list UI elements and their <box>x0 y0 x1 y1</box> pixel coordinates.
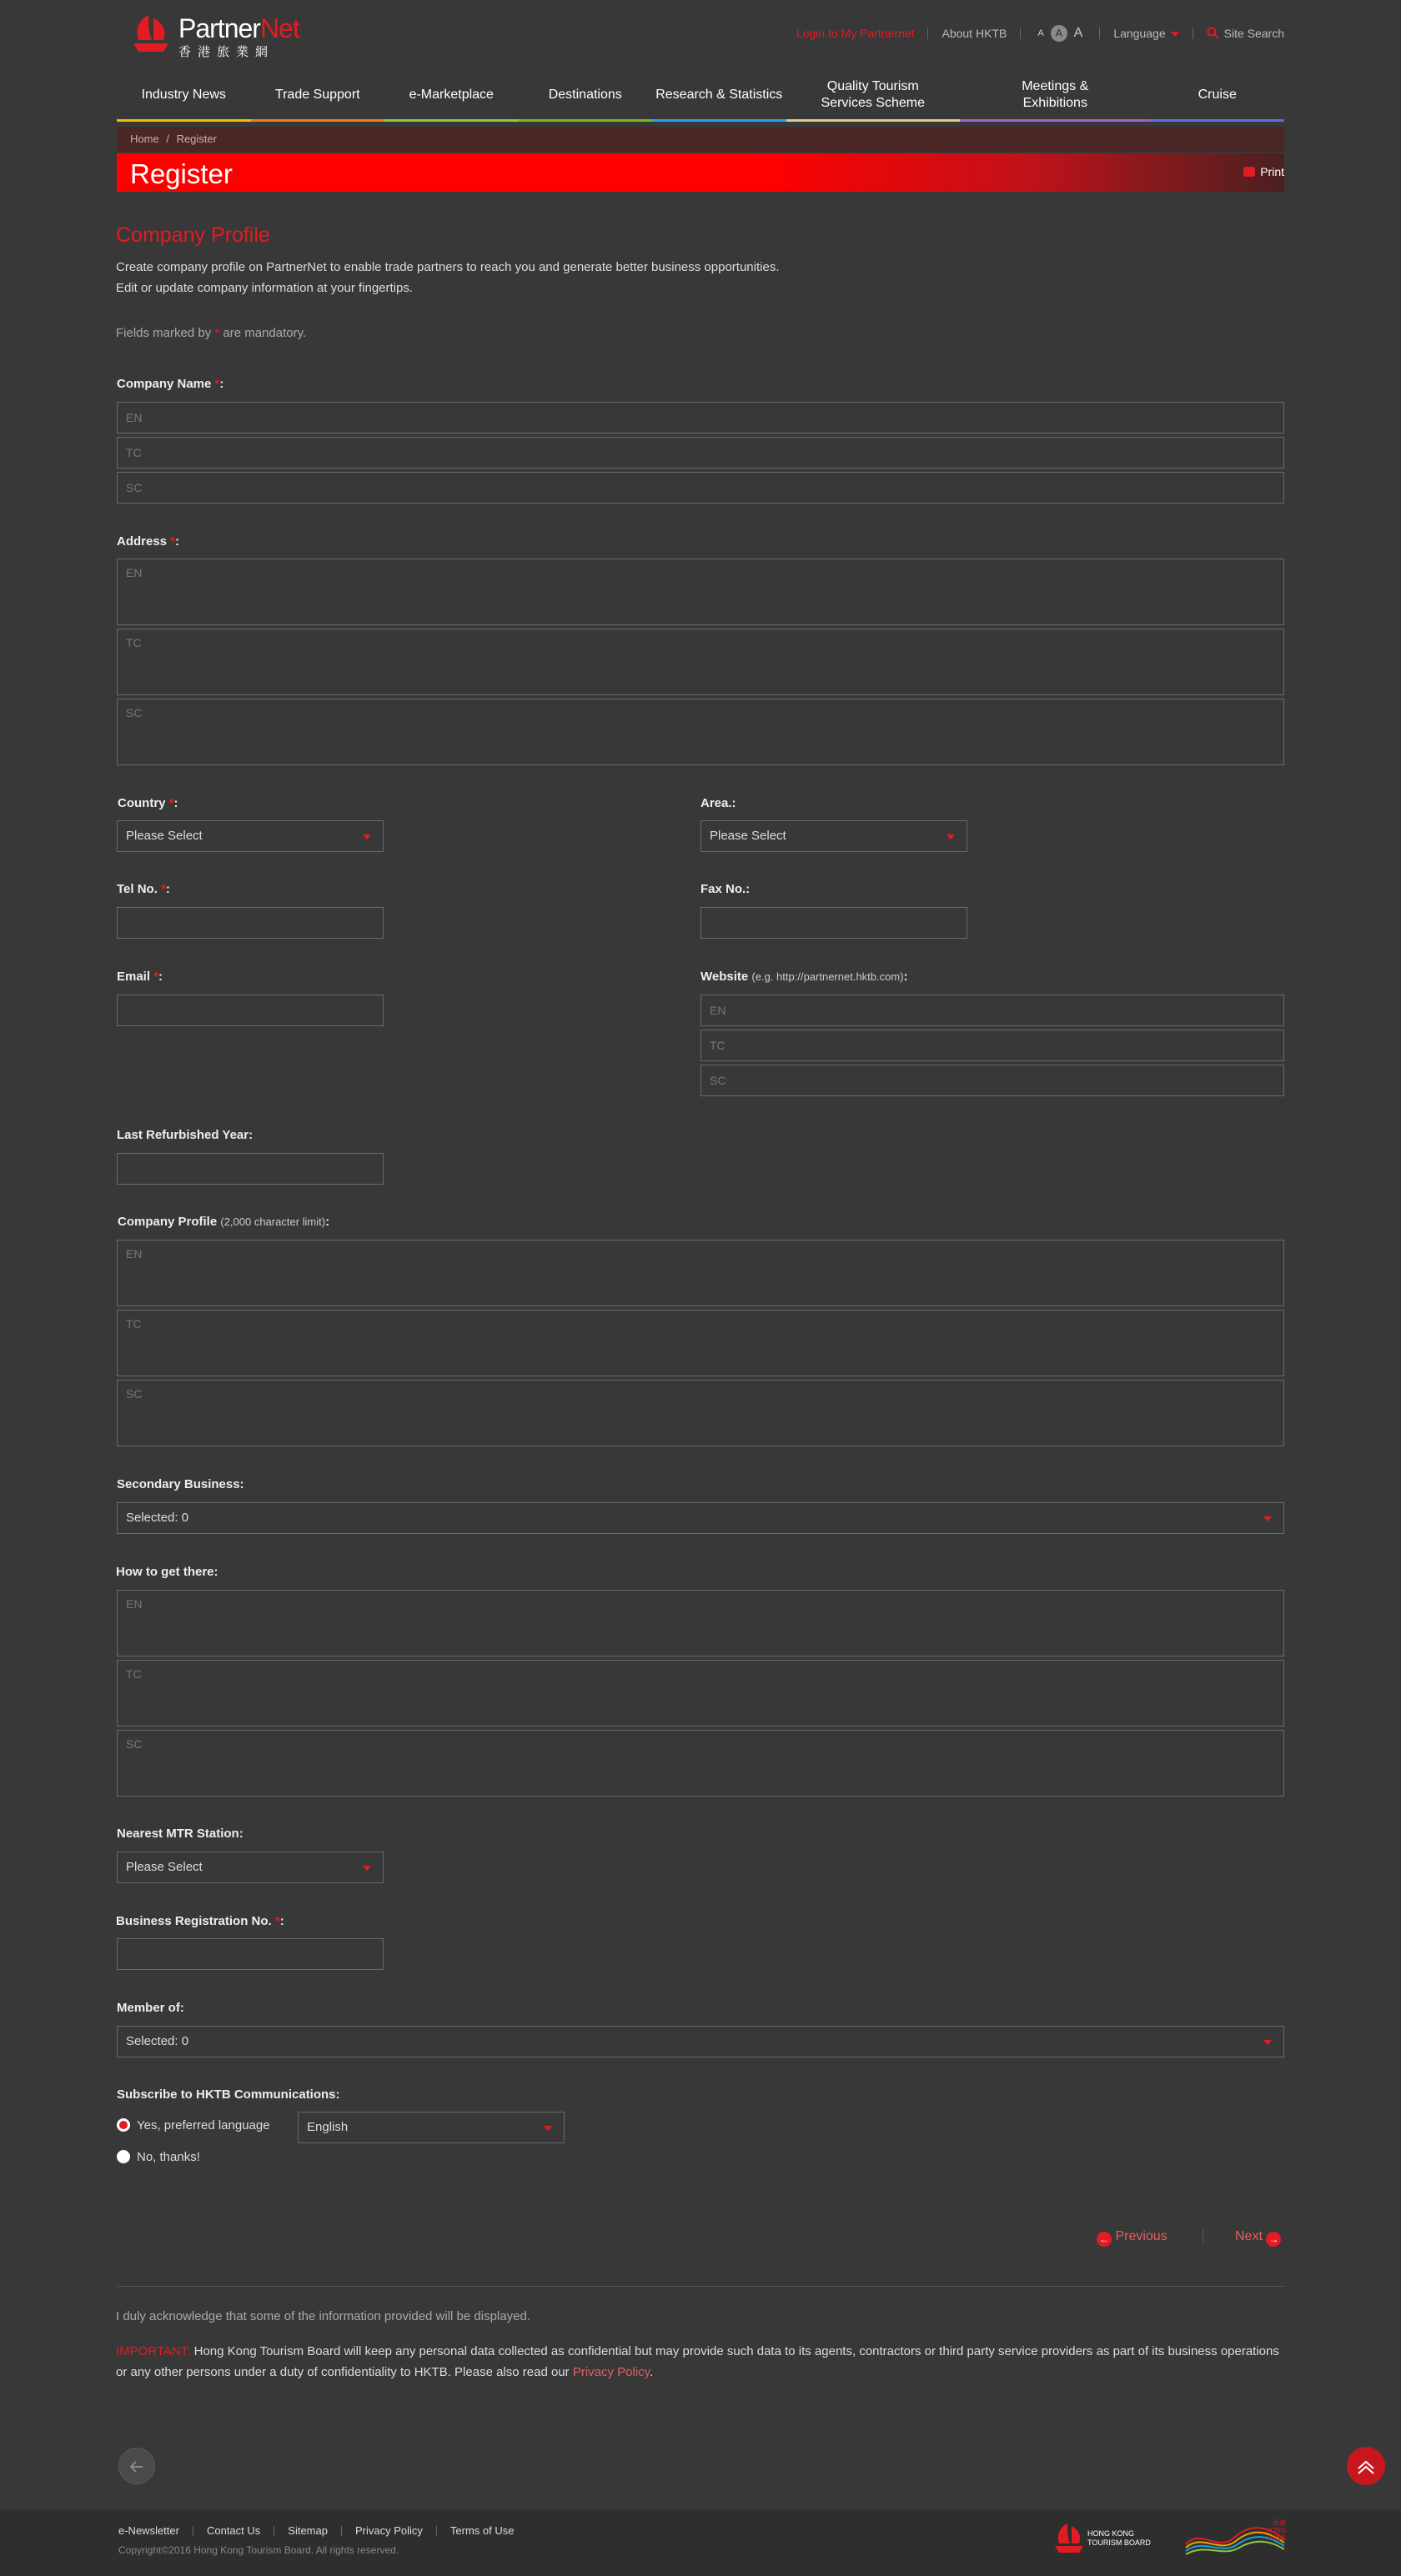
area-label: Area.: <box>700 796 736 810</box>
label-text: Country <box>118 796 166 810</box>
fax-label: Fax No.: <box>700 882 751 896</box>
mtr-select[interactable] <box>117 1852 384 1883</box>
nav-label: Trade Support <box>274 87 360 102</box>
address-en-textarea[interactable]: EN <box>117 559 1284 625</box>
font-size-small[interactable]: A <box>1037 28 1044 38</box>
select-value: Selected: 0 <box>126 1511 189 1525</box>
nav-label: Destinations <box>548 87 622 102</box>
colon: : <box>279 1914 284 1928</box>
copyright: Copyright©2016 Hong Kong Tourism Board. All rights reserved. <box>118 2544 399 2556</box>
radio-label: No, thanks! <box>137 2150 200 2164</box>
back-to-top-icon <box>1347 2447 1385 2485</box>
required-star: * <box>161 882 166 896</box>
nav-label: Quality Tourism Services Scheme <box>821 78 925 110</box>
footer-link-sitemap[interactable]: Sitemap <box>288 2524 328 2537</box>
brand-hk-text: 香港 HONG KONG <box>1266 2519 1286 2542</box>
nav-label: Industry News <box>141 87 226 102</box>
nav-label: Cruise <box>1198 87 1237 102</box>
partnernet-logo[interactable] <box>130 12 309 57</box>
nav-industry-news[interactable] <box>117 70 251 122</box>
font-size-large[interactable]: A <box>1073 26 1083 40</box>
utility-nav <box>796 23 1284 43</box>
nav-e-marketplace[interactable] <box>384 70 519 122</box>
search-label: Site Search <box>1223 27 1284 40</box>
nav-cruise[interactable] <box>1151 70 1285 122</box>
mandatory-text: Fields marked by <box>116 326 212 340</box>
label-hint: (e.g. http://partnernet.hktb.com) <box>751 970 904 983</box>
print-icon <box>1243 167 1255 177</box>
divider <box>927 28 928 39</box>
chevron-down-icon <box>363 1866 371 1871</box>
font-size-medium[interactable]: A <box>1051 25 1067 42</box>
radio-unchecked <box>117 2150 130 2163</box>
divider <box>1099 28 1100 39</box>
divider <box>341 2526 342 2536</box>
area-select[interactable] <box>700 820 967 852</box>
company-name-sc-input[interactable]: SC <box>117 472 1284 504</box>
how-to-get-there-tc-textarea[interactable]: TC <box>117 1660 1284 1727</box>
nav-meetings-exhibitions[interactable] <box>960 70 1151 122</box>
label-text: Company Profile <box>118 1215 218 1229</box>
member-of-label: Member of: <box>117 2001 184 2015</box>
nav-research-statistics[interactable] <box>652 70 786 122</box>
privacy-policy-link[interactable]: Privacy Policy <box>572 2365 650 2379</box>
colon: : <box>173 796 178 810</box>
nav-label: Meetings & Exhibitions <box>1022 78 1089 110</box>
notice-text: Hong Kong Tourism Board will keep any personal data collected as confidential but may provide such data to its agents, contractors or third party service providers as part of its business operations or any other persons under a duty of confidentiality to HKTB. Please also read our <box>116 2344 1279 2379</box>
how-to-get-there-sc-textarea[interactable]: SC <box>117 1730 1284 1797</box>
website-label <box>700 970 908 984</box>
select-value: Please Select <box>126 829 203 843</box>
select-value: Please Select <box>710 829 786 843</box>
nav-trade-support[interactable] <box>251 70 385 122</box>
tel-input[interactable] <box>117 907 384 939</box>
member-of-select[interactable] <box>117 2026 1284 2057</box>
required-star: * <box>153 970 159 984</box>
divider <box>117 2286 1284 2287</box>
nav-label: e-Marketplace <box>409 87 494 102</box>
chevron-down-icon <box>1171 32 1179 37</box>
website-tc-input[interactable]: TC <box>700 1030 1284 1061</box>
next-button[interactable] <box>1235 2229 1281 2247</box>
footer-links <box>118 2524 514 2537</box>
address-label <box>117 534 179 549</box>
company-profile-tc-textarea[interactable]: TC <box>117 1310 1284 1376</box>
country-select[interactable] <box>117 820 384 852</box>
arrow-right-icon: → <box>1266 2232 1281 2247</box>
breadcrumb-sep: / <box>166 133 169 145</box>
brand-text: Partner <box>178 13 260 43</box>
breadcrumb-current: Register <box>176 133 217 145</box>
subscribe-yes-radio[interactable] <box>117 2118 270 2133</box>
brand-text-accent: Net <box>259 13 299 43</box>
chevron-down-icon <box>363 834 371 839</box>
footer-link-contact[interactable]: Contact Us <box>206 2524 261 2537</box>
print-label: Print <box>1260 165 1284 178</box>
label-text: Company Name <box>117 377 212 391</box>
intro-text <box>116 257 779 298</box>
website-sc-input[interactable]: SC <box>700 1065 1284 1096</box>
back-to-top-button[interactable] <box>1347 2447 1385 2485</box>
required-star: * <box>214 377 220 391</box>
last-refurbished-input[interactable] <box>117 1153 384 1185</box>
back-arrow-icon <box>119 2448 156 2485</box>
intro-line-1: Create company profile on PartnerNet to enable trade partners to reach you and generate better business opportunities. <box>116 260 780 274</box>
colon: : <box>175 534 180 549</box>
chevron-down-icon <box>1263 1516 1272 1521</box>
fax-input[interactable] <box>700 907 967 939</box>
company-profile-label <box>118 1215 329 1229</box>
colon: : <box>165 882 170 896</box>
colon: : <box>903 970 908 984</box>
search-icon <box>1207 27 1219 39</box>
divider <box>436 2526 437 2536</box>
subscribe-no-radio[interactable] <box>117 2150 200 2165</box>
address-tc-textarea[interactable]: TC <box>117 629 1284 695</box>
preferred-language-select[interactable] <box>298 2112 565 2143</box>
last-refurbished-label: Last Refurbished Year: <box>117 1128 254 1142</box>
company-name-en-input[interactable]: EN <box>117 402 1284 434</box>
previous-button[interactable] <box>1097 2229 1168 2247</box>
business-registration-input[interactable] <box>117 1938 384 1970</box>
label-text: Email <box>117 970 151 984</box>
site-search-link[interactable] <box>1207 27 1284 40</box>
footer-link-privacy[interactable]: Privacy Policy <box>354 2524 423 2537</box>
chevron-down-icon <box>947 834 955 839</box>
label-text: Business Registration No. <box>116 1914 272 1928</box>
radio-label: Yes, preferred language <box>137 2118 270 2132</box>
language-label: Language <box>1113 27 1166 40</box>
previous-label: Previous <box>1115 2229 1168 2243</box>
how-to-get-there-label: How to get there: <box>116 1565 218 1579</box>
junk-boat-logo-icon <box>1052 2521 1086 2554</box>
select-value: Please Select <box>126 1860 203 1874</box>
label-text: Address <box>117 534 168 549</box>
tel-label <box>117 882 170 896</box>
label-hint: (2,000 character limit) <box>220 1215 326 1228</box>
mandatory-note <box>116 326 306 340</box>
footer-link-terms[interactable]: Terms of Use <box>449 2524 515 2537</box>
required-star: * <box>274 1914 280 1928</box>
nav-label: Research & Statistics <box>655 87 783 102</box>
company-name-tc-input[interactable]: TC <box>117 437 1284 469</box>
required-star: * <box>214 326 220 340</box>
important-label: IMPORTANT: <box>116 2344 191 2358</box>
breadcrumb-home[interactable]: Home <box>130 133 159 145</box>
required-star: * <box>168 796 174 810</box>
intro-line-2: Edit or update company information at your fingertips. <box>116 281 414 295</box>
select-value: Selected: 0 <box>126 2034 189 2048</box>
breadcrumb <box>117 127 1284 152</box>
section-heading: Company Profile <box>116 223 270 247</box>
subscribe-label: Subscribe to HKTB Communications: <box>117 2087 340 2102</box>
about-link[interactable]: About HKTB <box>942 27 1007 40</box>
select-value: English <box>307 2120 349 2134</box>
nav-quality-tourism[interactable] <box>786 70 961 122</box>
mtr-label: Nearest MTR Station: <box>117 1827 244 1841</box>
colon: : <box>158 970 163 984</box>
important-notice <box>116 2341 1283 2383</box>
back-button[interactable] <box>118 2448 155 2484</box>
hktb-logo-text: HONG KONG TOURISM BOARD <box>1087 2529 1151 2547</box>
language-menu[interactable] <box>1113 27 1178 40</box>
label-text: Tel No. <box>117 882 158 896</box>
next-label: Next <box>1235 2229 1263 2243</box>
country-label <box>118 796 178 810</box>
address-sc-textarea[interactable]: SC <box>117 699 1284 765</box>
page-title: Register <box>130 158 233 189</box>
required-star: * <box>170 534 176 549</box>
colon: : <box>219 377 224 391</box>
company-profile-en-textarea[interactable]: EN <box>117 1240 1284 1306</box>
label-text: Website <box>700 970 749 984</box>
secondary-business-select[interactable] <box>117 1502 1284 1534</box>
email-label <box>117 970 163 984</box>
how-to-get-there-en-textarea[interactable]: EN <box>117 1590 1284 1656</box>
website-en-input[interactable]: EN <box>700 995 1284 1026</box>
notice-end: . <box>650 2365 654 2379</box>
nav-destinations[interactable] <box>519 70 653 122</box>
acknowledgement-text: I duly acknowledge that some of the information provided will be displayed. <box>116 2309 530 2323</box>
radio-checked <box>117 2118 130 2132</box>
divider <box>1020 28 1021 39</box>
mandatory-text: are mandatory. <box>223 326 307 340</box>
email-input[interactable] <box>117 995 384 1026</box>
brand-cjk: 香港旅業網 <box>178 45 275 59</box>
brand-hong-kong-logo[interactable] <box>1184 2519 1286 2556</box>
junk-boat-logo-icon <box>130 12 172 57</box>
page-banner <box>117 153 1284 192</box>
chevron-down-icon <box>544 2126 552 2131</box>
hktb-logo[interactable] <box>1052 2521 1161 2554</box>
main-nav <box>117 70 1284 122</box>
footer-link-newsletter[interactable]: e-Newsletter <box>118 2524 179 2537</box>
secondary-business-label: Secondary Business: <box>117 1477 244 1491</box>
print-button[interactable] <box>1243 165 1284 178</box>
login-link[interactable]: Login to My Partnernet <box>796 27 915 40</box>
chevron-down-icon <box>1263 2040 1272 2045</box>
company-name-label <box>117 377 223 391</box>
company-profile-sc-textarea[interactable]: SC <box>117 1380 1284 1446</box>
business-registration-label <box>116 1914 284 1928</box>
arrow-left-icon: ← <box>1097 2232 1112 2247</box>
colon: : <box>325 1215 330 1229</box>
